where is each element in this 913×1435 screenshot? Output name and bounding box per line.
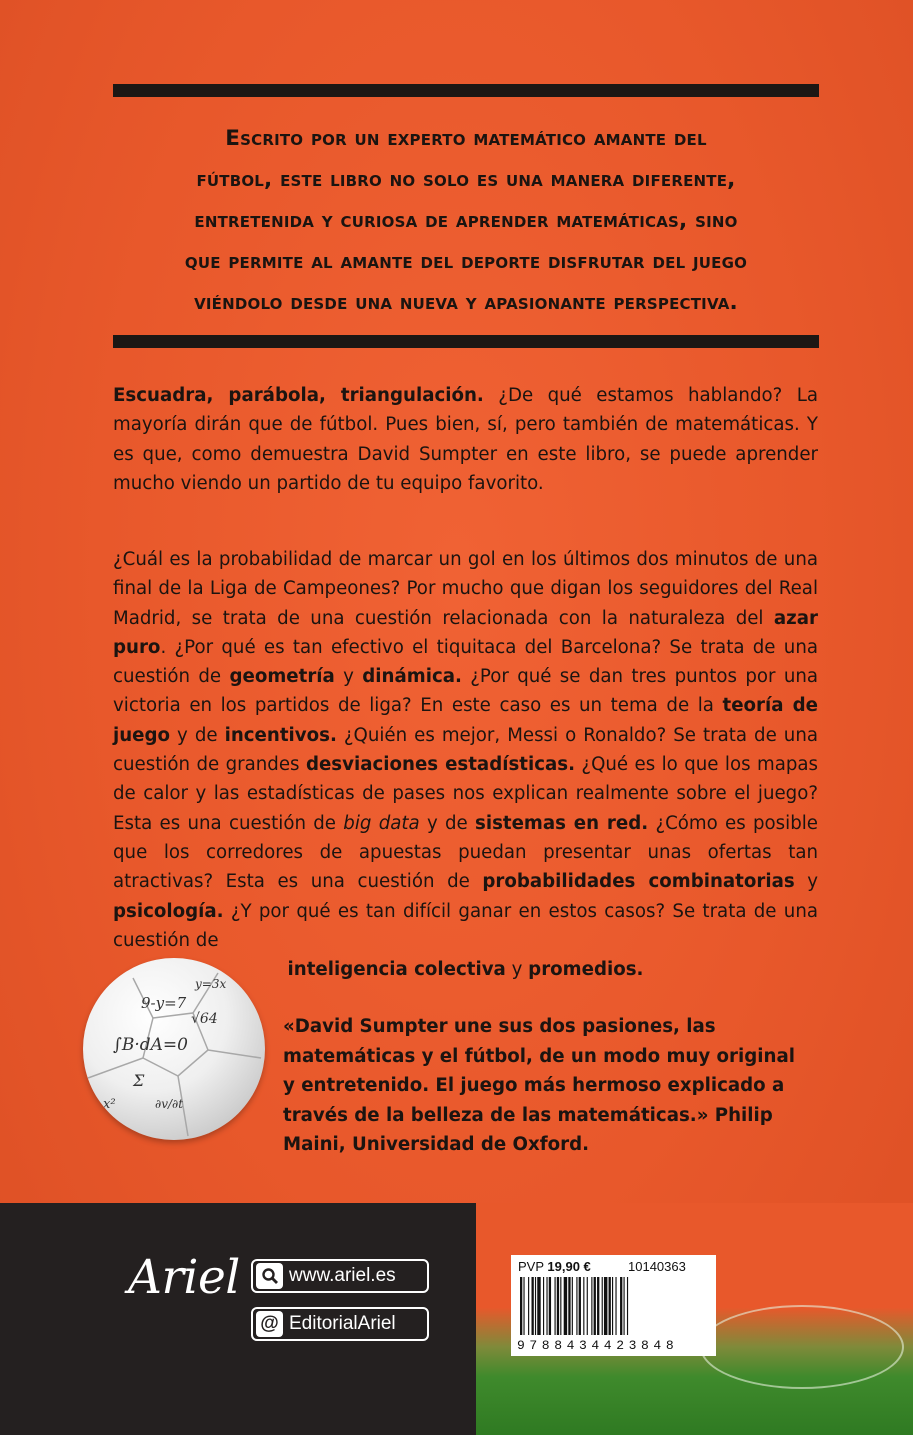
intro-text: ¿De qué estamos hablando? La mayoría dirán que de fútbol. Pues bien, sí, pero también de matemáticas. Y es que, como demuestra David Sumpter en este libro, se puede aprender mucho viendo un partido de tu equipo favorito.: [113, 385, 818, 494]
barcode-label: [511, 1255, 716, 1356]
product-code: 10140363: [628, 1259, 686, 1274]
barcode-bar: [535, 1277, 536, 1335]
review-quote: «David Sumpter une sus dos pasiones, las matemáticas y el fútbol, de un modo muy original y entretenido. El juego más hermoso explicado a través de la belleza de las matemáticas.» Philip Maini, Universidad de Oxford.: [283, 1016, 795, 1155]
barcode-bar: [583, 1277, 584, 1335]
text-run: y: [505, 959, 529, 981]
barcode-bar: [594, 1277, 596, 1335]
ball-formula: y=3x: [195, 977, 227, 991]
text-run: ¿Por qué se dan tres puntos por una victoria en los partidos de liga? En este caso es un tema de la: [113, 666, 819, 717]
barcode-bar: [543, 1277, 544, 1335]
questions-paragraph: [113, 545, 818, 984]
barcode-bar: [572, 1277, 573, 1335]
isbn-number: 9788434423848: [517, 1338, 679, 1353]
at-icon: @: [256, 1311, 283, 1337]
barcode-bar: [624, 1277, 625, 1335]
math-football-image: [83, 958, 265, 1140]
social-link[interactable]: [251, 1307, 429, 1341]
text-run: y: [334, 666, 363, 688]
barcode-bar: [615, 1277, 616, 1335]
italic-term: big data: [343, 812, 420, 834]
social-text: EditorialAriel: [289, 1313, 396, 1334]
website-text: www.ariel.es: [289, 1265, 396, 1286]
barcode-bar: [602, 1277, 603, 1335]
barcode-bar: [604, 1277, 607, 1335]
bold-term: azar puro: [113, 607, 818, 658]
bottom-rule: [113, 335, 819, 348]
search-icon-glyph: [261, 1267, 279, 1285]
barcode-bar: [537, 1277, 540, 1335]
ball-formula: 9-y=7: [141, 994, 187, 1012]
barcode-bar: [579, 1277, 581, 1335]
text-run: ¿Qué es lo que los mapas de calor y las estadísticas de pases nos explican realmente sobre el juego? Esta es una cuestión de: [113, 754, 818, 834]
text-run: y: [794, 871, 818, 893]
text-run: . ¿Por qué es tan efectivo el tiquitaca del Barcelona? Se trata de una cuestión de: [113, 636, 818, 688]
barcode-bar: [528, 1277, 529, 1335]
bold-term: sistemas en red.: [475, 812, 649, 834]
ball-seam: [208, 1050, 261, 1058]
barcode-bar: [564, 1277, 567, 1335]
text-run: ¿Y por qué es tan difícil ganar en estos casos? Se trata de una cuestión de: [113, 900, 818, 951]
headline-line: fútbol, este libro no solo es una manera diferente,: [196, 167, 736, 192]
bold-term: promedios.: [528, 959, 644, 981]
headline-line: Escrito por un experto matemático amante del: [225, 126, 707, 151]
barcode-bar: [546, 1277, 547, 1335]
barcode-bar: [597, 1277, 599, 1335]
search-icon: [256, 1263, 283, 1289]
bold-term: psicología.: [113, 900, 224, 922]
bold-term: inteligencia colectiva: [287, 959, 506, 981]
barcode-bar: [627, 1277, 628, 1335]
barcode-bar: [520, 1277, 522, 1335]
barcode-bar: [560, 1277, 561, 1335]
bold-term: geometría: [229, 666, 335, 688]
barcode-bar: [523, 1277, 524, 1335]
intro-paragraph: [113, 381, 818, 498]
website-link[interactable]: [251, 1259, 429, 1293]
text-run: ¿Cuál es la probabilidad de marcar un gol en los últimos dos minutos de una final de la Liga de Campeones? Por mucho que digan los seguidores del Real Madrid, se trata de una cuestión relacionada con la naturaleza del: [113, 549, 818, 629]
barcode-bar: [620, 1277, 622, 1335]
ball-formula: ∂v/∂t: [155, 1097, 184, 1111]
bold-term: teoría de juego: [113, 695, 819, 746]
barcode-bar: [576, 1277, 577, 1335]
ball-drawing: [83, 958, 265, 1140]
headline-line: viéndolo desde una nueva y apasionante perspectiva.: [194, 290, 738, 315]
text-run: ¿Quién es mejor, Messi o Ronaldo? Se trata de una cuestión de grandes: [113, 724, 818, 776]
ball-formula: x²: [103, 1097, 116, 1112]
ball-formula: √64: [191, 1011, 218, 1027]
intro-bold-lead: Escuadra, parábola, triangulación.: [113, 385, 484, 406]
ball-formula: ∫B·dA=0: [113, 1035, 188, 1055]
barcode-bar: [587, 1277, 588, 1335]
barcode-bar: [557, 1277, 559, 1335]
barcode-bar: [612, 1277, 613, 1335]
bold-term: incentivos.: [224, 724, 337, 746]
headline: [110, 118, 822, 323]
top-rule: [113, 84, 819, 97]
bold-term: probabilidades combinatorias: [482, 871, 795, 893]
bold-term: dinámica.: [362, 666, 462, 688]
pitch-line: [700, 1305, 904, 1389]
barcode-bar: [549, 1277, 551, 1335]
barcode-bars: [518, 1277, 710, 1337]
headline-line: que permite al amante del deporte disfrutar del juego: [184, 249, 748, 274]
barcode-bar: [609, 1277, 611, 1335]
price-value: 19,90 €: [547, 1259, 591, 1274]
ball-formula: Σ: [133, 1071, 145, 1090]
pvp-text: PVP: [518, 1259, 544, 1274]
text-run: y de: [170, 724, 225, 746]
price-label: [518, 1259, 591, 1274]
barcode-bar: [532, 1277, 534, 1335]
headline-line: entretenida y curiosa de aprender matemáticas, sino: [194, 208, 738, 233]
barcode-bar: [591, 1277, 592, 1335]
publisher-logo: Ariel: [128, 1250, 240, 1305]
bold-term: desviaciones estadísticas.: [305, 754, 575, 776]
barcode-bar: [568, 1277, 570, 1335]
barcode-bar: [555, 1277, 556, 1335]
text-run: y de: [419, 812, 476, 834]
text-run: ¿Cómo es posible que los corredores de apuestas puedan presentar unas ofertas tan atractivas? Esta es una cuestión de: [113, 812, 818, 893]
